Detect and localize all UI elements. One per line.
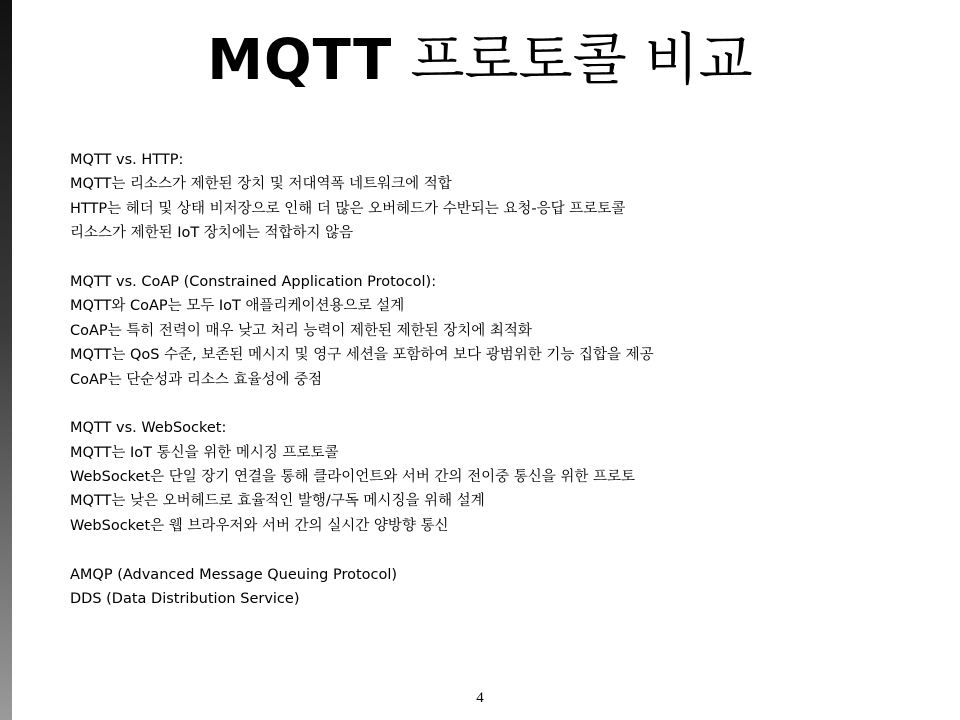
slide-title-en: MQTT (207, 28, 393, 93)
section-line-dds: DDS (Data Distribution Service) (70, 591, 300, 608)
section-line: MQTT는 리소스가 제한된 장치 및 저대역폭 네트워크에 적합 (70, 176, 452, 193)
section-line: MQTT는 IoT 통신을 위한 메시징 프로토콜 (70, 444, 339, 461)
spacer (70, 392, 930, 416)
section-heading-http: MQTT vs. HTTP: (70, 152, 184, 168)
section-line: CoAP는 특히 전력이 매우 낮고 처리 능력이 제한된 제한된 장치에 최적화 (70, 322, 532, 339)
slide-body (70, 148, 930, 611)
section-line: WebSocket은 단일 장기 연결을 통해 클라이언트와 서버 간의 전이중 통신을 위한 프로토 (70, 469, 636, 486)
section-line: MQTT와 CoAP는 모두 IoT 애플리케이션용으로 설계 (70, 298, 405, 315)
page-number: 4 (476, 690, 484, 706)
spacer (70, 246, 930, 270)
section-line: WebSocket은 웹 브라우저와 서버 간의 실시간 양방향 통신 (70, 517, 449, 534)
section-line: MQTT는 QoS 수준, 보존된 메시지 및 영구 세션을 포함하여 보다 광범위한 기능 집합을 제공 (70, 347, 654, 364)
decorative-side-bar (0, 0, 12, 720)
section-line: CoAP는 단순성과 리소스 효율성에 중점 (70, 371, 323, 388)
slide-title (0, 26, 960, 96)
slide-title-ko: 프로토콜 비교 (410, 28, 753, 93)
spacer (70, 538, 930, 562)
section-line: HTTP는 헤더 및 상태 비저장으로 인해 더 많은 오버헤드가 수반되는 요청-응답 프로토콜 (70, 200, 626, 217)
section-heading-coap: MQTT vs. CoAP (Constrained Application Protocol): (70, 273, 437, 290)
section-heading-websocket: MQTT vs. WebSocket: (70, 420, 227, 437)
section-line: MQTT는 낮은 오버헤드로 효율적인 발행/구독 메시징을 위해 설계 (70, 493, 485, 510)
section-line: 리소스가 제한된 IoT 장치에는 적합하지 않음 (70, 225, 354, 242)
section-heading-amqp: AMQP (Advanced Message Queuing Protocol) (70, 566, 398, 583)
